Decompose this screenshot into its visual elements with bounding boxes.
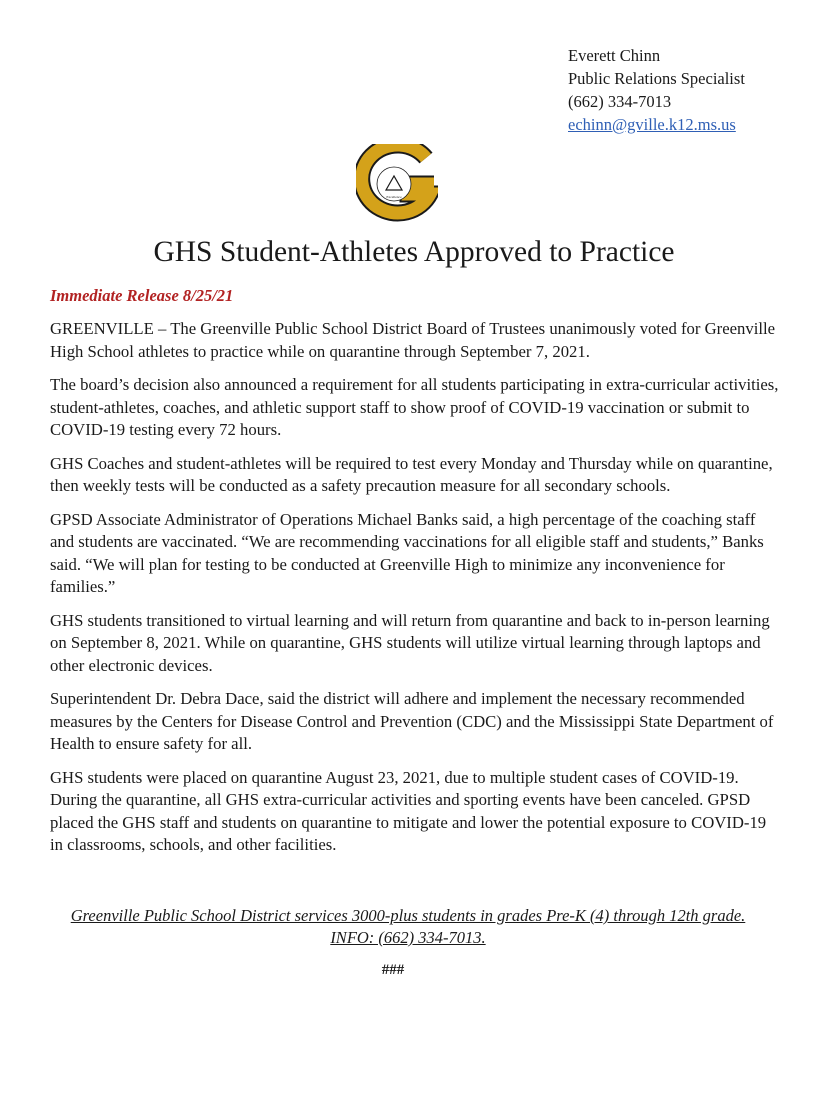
page-title: GHS Student-Athletes Approved to Practice — [153, 236, 675, 268]
article-body — [50, 318, 780, 868]
paragraph: GHS Coaches and student-athletes will be required to test every Monday and Thursday while on quarantine, then weekly tests will be conducted as a safety precaution measure for all secondary schools. — [50, 453, 773, 495]
contact-name: Everett Chinn — [568, 46, 661, 65]
contact-phone: (662) 334-7013 — [568, 92, 672, 111]
paragraph: GHS students were placed on quarantine August 23, 2021, due to multiple student cases of COVID-19. During the quarantine, all GHS extra-curricular activities and sporting events have been canceled. GPSD placed the GHS staff and students on quarantine to mitigate and lower the potential exposure to COVID-19 in classrooms, schools, and other facilities. — [50, 767, 767, 854]
release-date: Immediate Release 8/25/21 — [50, 286, 234, 305]
paragraph: Superintendent Dr. Debra Dace, said the district will adhere and implement the necessary recommended measures by the Centers for Disease Control and Prevention (CDC) and the Mississippi State Department of Health to ensure safety for all. — [50, 689, 774, 753]
end-mark: ### — [381, 962, 405, 978]
paragraph: GPSD Associate Administrator of Operations Michael Banks said, a high percentage of the coaching staff and students are vaccinated. “We are recommending vaccinations for all eligible staff and students,” Banks said. “We will plan for testing to be conducted at Greenville High to minimize any inconvenience for families.” — [50, 509, 764, 596]
footer-note: Greenville Public School District services 3000-plus students in grades Pre-K (4) through 12th grade. INFO: (662) 334-7013. — [70, 906, 746, 947]
contact-block — [568, 44, 745, 136]
paragraph: GREENVILLE – The Greenville Public School District Board of Trustees unanimously voted for Greenville High School athletes to practice while on quarantine through September 7, 2021. — [50, 319, 776, 361]
district-logo — [356, 144, 438, 222]
paragraph: The board’s decision also announced a requirement for all students participating in extra-curricular activities, student-athletes, coaches, and athletic support staff to show proof of COVID-19 vaccination or submit to COVID-19 testing every 72 hours. — [50, 375, 779, 439]
paragraph: GHS students transitioned to virtual learning and will return from quarantine and back to in-person learning on September 8, 2021. While on quarantine, GHS students will utilize virtual learning through laptops and other electronic devices. — [50, 610, 770, 675]
logo-bottom-text: Excellence — [386, 195, 402, 199]
contact-email-link[interactable]: echinn@gville.k12.ms.us — [568, 115, 736, 134]
contact-role: Public Relations Specialist — [568, 69, 745, 88]
